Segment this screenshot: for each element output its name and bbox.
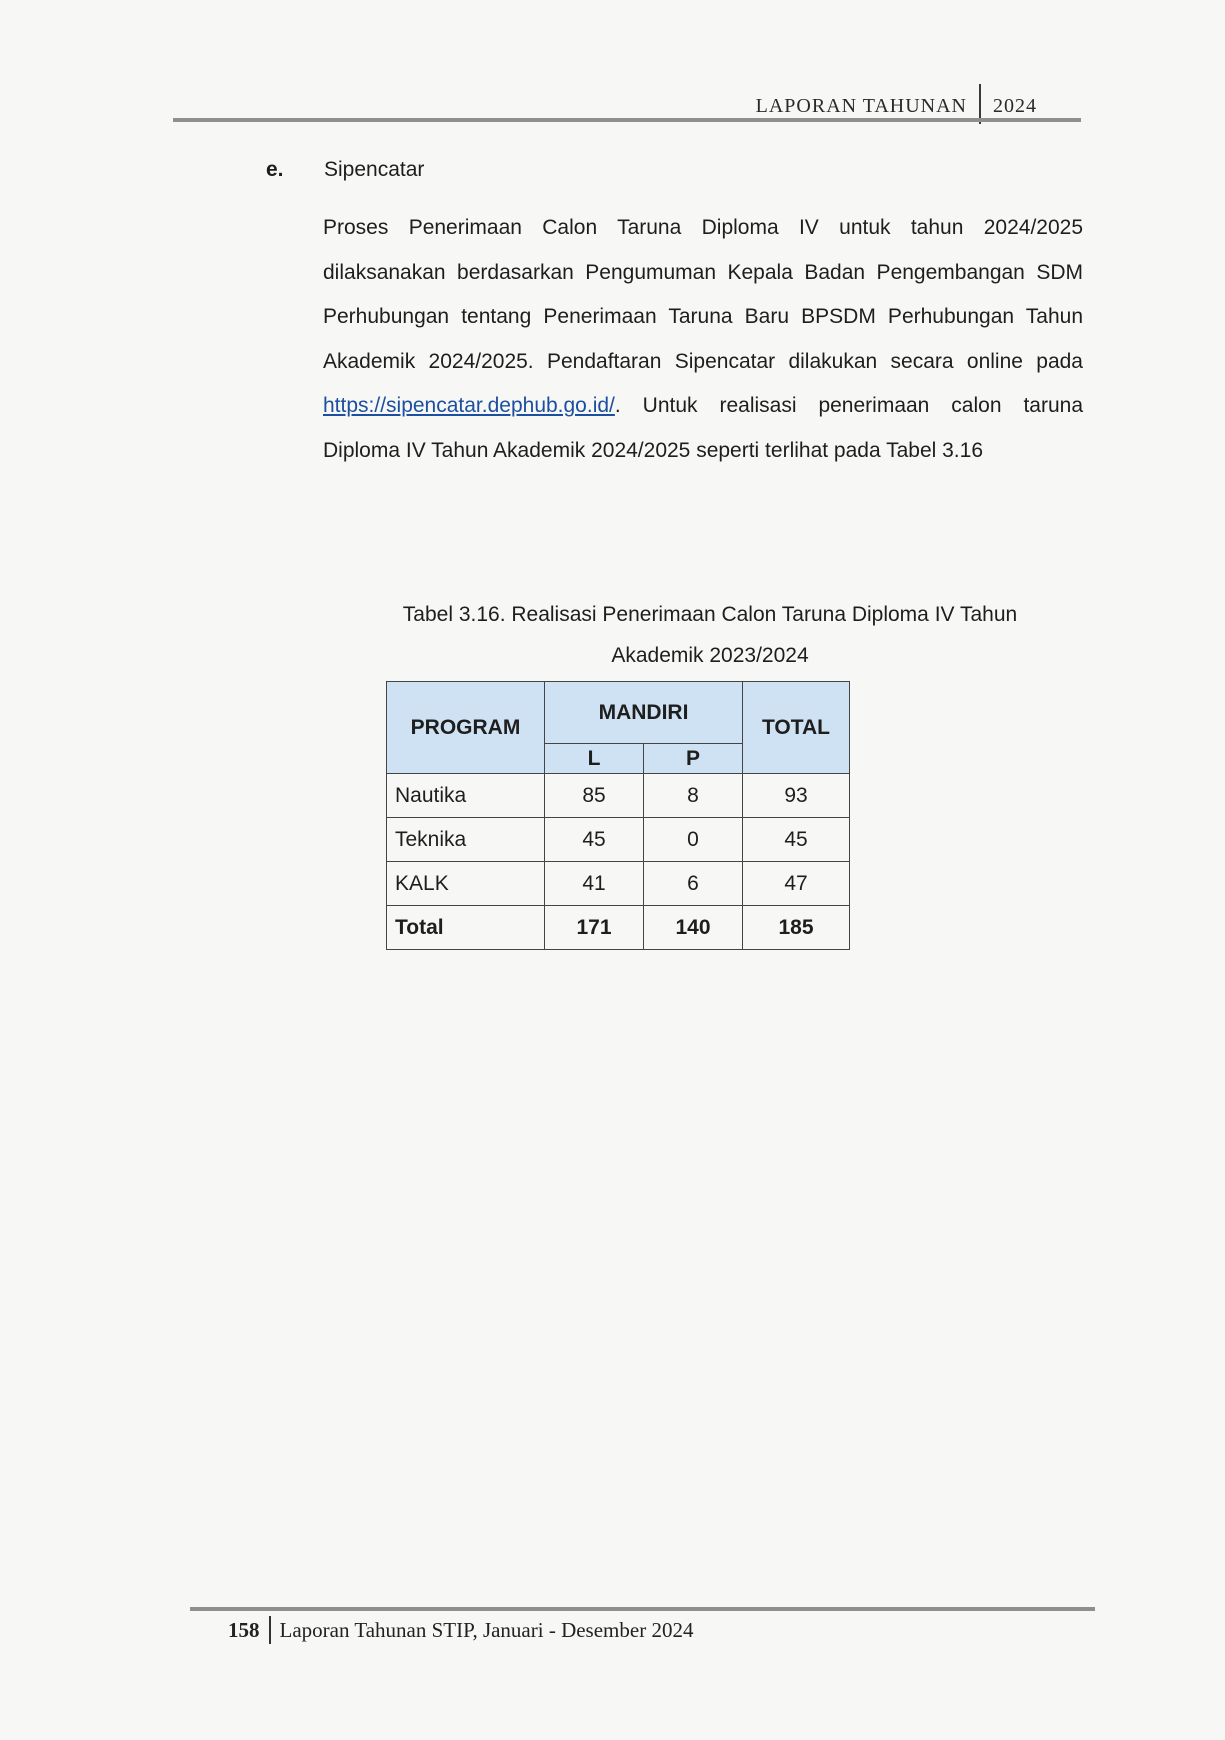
- paragraph-text-after-link: . Untuk realisasi penerimaan calon taruna Diploma IV Tahun Akademik 2024/2025 seperti terlihat pada Tabel 3.16: [323, 394, 1083, 462]
- footer-separator: [269, 1616, 271, 1644]
- page-header: [756, 84, 1037, 118]
- cell-p: 6: [644, 862, 743, 906]
- header-total: TOTAL: [743, 682, 850, 774]
- body-paragraph: [323, 206, 1083, 474]
- header-l: L: [545, 744, 644, 774]
- cell-total: 47: [743, 862, 850, 906]
- cell-program: Teknika: [387, 818, 545, 862]
- cell-program: Nautika: [387, 774, 545, 818]
- table-caption: [340, 594, 1080, 676]
- caption-line-2: Akademik 2023/2024: [611, 644, 809, 667]
- caption-line-1: Tabel 3.16. Realisasi Penerimaan Calon Taruna Diploma IV Tahun: [402, 603, 1018, 626]
- cell-p: 0: [644, 818, 743, 862]
- header-title: LAPORAN TAHUNAN: [755, 95, 967, 117]
- section-letter: e.: [266, 158, 284, 181]
- admission-table: [386, 681, 850, 950]
- cell-l: 85: [545, 774, 644, 818]
- table-row: [387, 774, 850, 818]
- cell-program: KALK: [387, 862, 545, 906]
- header-mandiri: MANDIRI: [545, 682, 743, 744]
- page-footer: [228, 1616, 693, 1644]
- section-heading: [266, 158, 424, 182]
- total-p: 140: [644, 906, 743, 950]
- footer-rule: [190, 1607, 1095, 1611]
- sipencatar-link[interactable]: https://sipencatar.dephub.go.id/: [323, 394, 615, 418]
- total-label: Total: [387, 906, 545, 950]
- footer-text: Laporan Tahunan STIP, Januari - Desember 2024: [279, 1617, 694, 1642]
- section-title: Sipencatar: [324, 158, 425, 181]
- table-row: [387, 818, 850, 862]
- cell-p: 8: [644, 774, 743, 818]
- page-number: 158: [228, 1617, 260, 1642]
- paragraph-text-before-link: Proses Penerimaan Calon Taruna Diploma IV untuk tahun 2024/2025 dilaksanakan berdasarkan Pengumuman Kepala Badan Pengembangan SDM Perhubungan tentang Penerimaan Taruna Baru BPSDM Perhubungan Tahun Akademik 2024/2025. Pendaftaran Sipencatar dilakukan secara online pada: [323, 216, 1083, 373]
- header-program: PROGRAM: [387, 682, 545, 774]
- header-rule: [173, 118, 1081, 122]
- cell-l: 41: [545, 862, 644, 906]
- header-p: P: [644, 744, 743, 774]
- cell-l: 45: [545, 818, 644, 862]
- cell-total: 45: [743, 818, 850, 862]
- cell-total: 93: [743, 774, 850, 818]
- total-total: 185: [743, 906, 850, 950]
- total-l: 171: [545, 906, 644, 950]
- table-row: [387, 862, 850, 906]
- header-year: 2024: [993, 95, 1037, 117]
- table-total-row: [387, 906, 850, 950]
